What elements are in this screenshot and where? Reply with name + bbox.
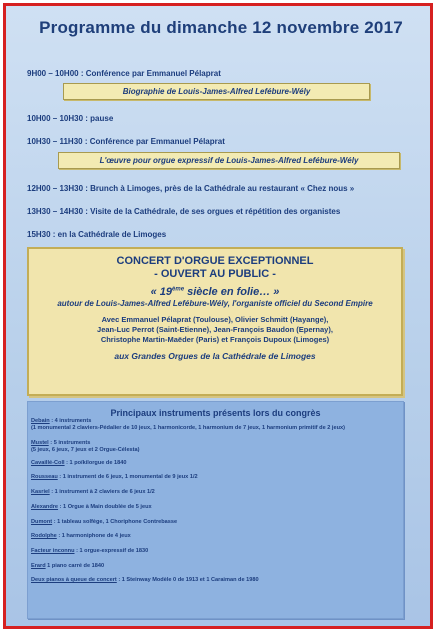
instrument-desc: : 1 harmoniphone de 4 jeux [56,533,131,539]
instrument-maker: Kasriel [31,489,50,495]
concert-public: - OUVERT AU PUBLIC - [154,268,276,280]
instrument-item [31,577,259,584]
concert-heading: CONCERT D'ORGUE EXCEPTIONNEL [116,255,314,267]
instrument-item [31,533,131,540]
concert-venue: aux Grandes Orgues de la Cathédrale de Limoges [114,351,316,361]
instrument-detail: (5 jeux, 6 jeux, 7 jeux et 2 Orgue-Célesta) [31,447,140,453]
concert-subtitle: autour de Louis-James-Alfred Lefébure-Wély, l'organiste officiel du Second Empire [57,299,373,308]
instrument-desc: : 1 Orgue à Main doublée de 5 jeux [58,504,152,510]
instrument-detail: (1 monumental 2 claviers-Pédalier de 10 jeux, 1 harmonicorde, 1 harmonium de 7 jeux, 1 harmonium primitif de 2 jeux) [31,425,345,431]
topic-biographie: Biographie de Louis-James-Alfred Lefébure-Wély [63,83,370,100]
instrument-maker: Alexandre [31,504,59,510]
instrument-item [31,489,155,496]
instrument-item [31,563,104,570]
instrument-item [31,440,140,454]
schedule-item-concert-time: 15H30 : en la Cathédrale de Limoges [27,230,167,239]
instrument-item [31,519,177,526]
instrument-maker: Facteur inconnu [31,548,75,554]
page-title: Programme du dimanche 12 novembre 2017 [39,18,403,37]
instrument-desc: : 1 orgue-expressif de 1830 [74,548,149,554]
instrument-desc: : 1 instrument de 6 jeux, 1 monumental de 9 jeux 1/2 [57,474,198,480]
instrument-maker: Erard [31,563,46,569]
instruments-box [27,401,404,619]
schedule-item-conference-1: 9H00 – 10H00 : Conférence par Emmanuel Pélaprat [27,69,221,78]
instrument-item [31,418,345,432]
instrument-maker: Rodolphe [31,533,57,539]
instrument-maker: Rousseau [31,474,58,480]
instrument-desc: : 1 tableau solfège, 1 Choriphone Contrebasse [52,519,178,525]
instrument-item [31,548,148,555]
instrument-maker: Mustel [31,440,49,446]
instrument-item [31,474,198,481]
schedule-item-brunch: 12H00 – 13H30 : Brunch à Limoges, près de la Cathédrale au restaurant « Chez nous » [27,184,355,193]
instrument-maker: Deux pianos à queue de concert [31,577,117,583]
concert-theme: « 19ème siècle en folie… » [150,286,280,298]
instrument-maker: Cavaillé-Coll [31,460,65,466]
schedule-item-pause: 10H00 – 10H30 : pause [27,114,114,123]
instrument-desc: : 4 instruments [49,418,92,424]
instrument-desc: : 1 Steinway Modèle 0 de 1913 et 1 Caraiman de 1980 [116,577,259,583]
instrument-item [31,460,126,467]
topic-oeuvre: L'œuvre pour orgue expressif de Louis-James-Alfred Lefébure-Wély [58,152,400,169]
instrument-item [31,504,152,511]
concert-box [27,247,403,396]
schedule-item-visite: 13H30 – 14H30 : Visite de la Cathédrale, de ses orgues et répétition des organistes [27,207,341,216]
instrument-desc: : 5 instruments [48,440,91,446]
instrument-maker: Dumont [31,519,53,525]
concert-performers: Avec Emmanuel Pélaprat (Toulouse), Olivier Schmitt (Hayange), Jean-Luc Perrot (Saint-Etienne), Jean-François Baudon (Epernay), Christophe Martin-Maëder (Paris) et François Dupoux (Limoges) [97,315,333,344]
instruments-heading: Principaux instruments présents lors du congrès [110,408,321,418]
instrument-maker: Debain [31,418,50,424]
instrument-desc: : 1 poïkilorgue de 1840 [64,460,127,466]
instrument-desc: : 1 instrument à 2 claviers de 6 jeux 1/2 [49,489,155,495]
schedule-item-conference-2: 10H30 – 11H30 : Conférence par Emmanuel Pélaprat [27,137,225,146]
instrument-desc: 1 piano carré de 1840 [45,563,105,569]
